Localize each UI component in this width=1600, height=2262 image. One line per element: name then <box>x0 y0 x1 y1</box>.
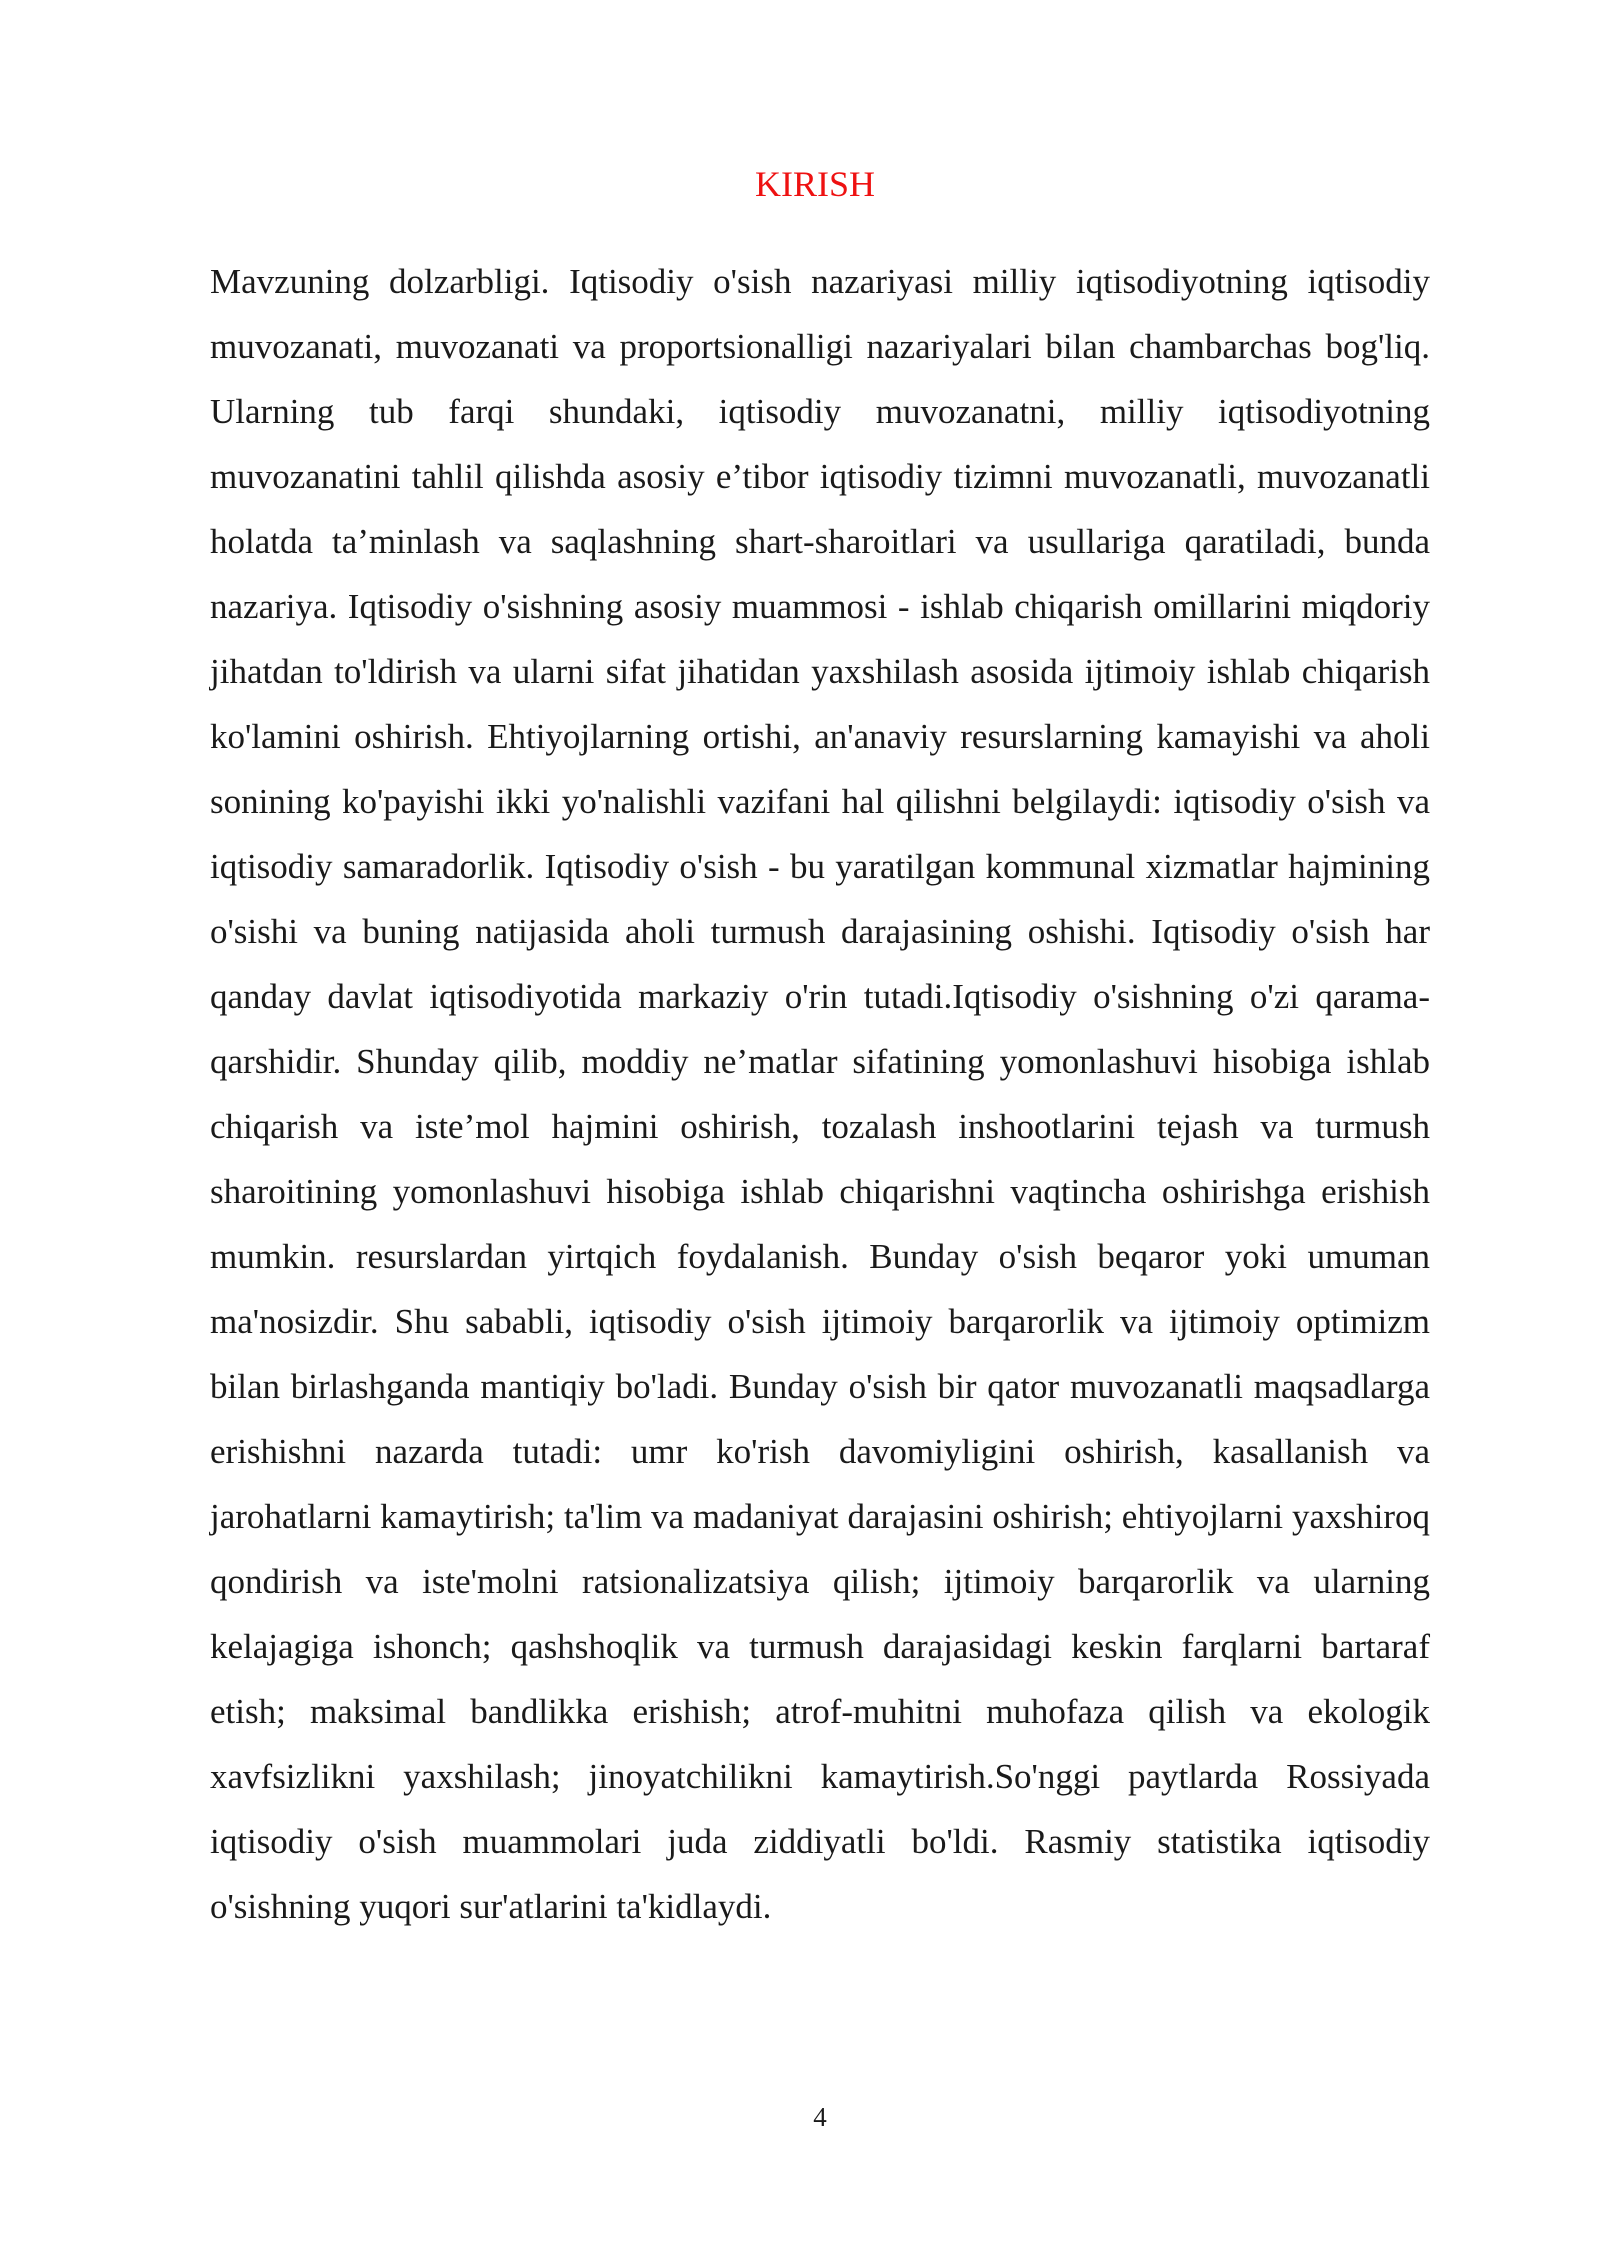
section-heading: KIRISH <box>754 164 875 204</box>
page-number: 4 <box>813 2102 827 2132</box>
body-paragraph: Mavzuning dolzarbligi. Iqtisodiy o'sish nazariyasi milliy iqtisodiyotning iqtisodiy muvozanati, muvozanati va proportsionalligi nazariyalari bilan chambarchas bog'liq. Ularning tub farqi shundaki, iqtisodiy muvozanatni, milliy iqtisodiyotning muvozanatini tahlil qilishda asosiy e’tibor iqtisodiy tizimni muvozanatli, muvozanatli holatda ta’minlash va saqlashning shart-sharoitlari va usullariga qaratiladi, bunda nazariya. Iqtisodiy o'sishning asosiy muammosi - ishlab chiqarish omillarini miqdoriy jihatdan to'ldirish va ularni sifat jihatidan yaxshilash asosida ijtimoiy ishlab chiqarish ko'lamini oshirish. Ehtiyojlarning ortishi, an'anaviy resurslarning kamayishi va aholi sonining ko'payishi ikki yo'nalishli vazifani hal qilishni belgilaydi: iqtisodiy o'sish va iqtisodiy samaradorlik. Iqtisodiy o'sish - bu yaratilgan kommunal xizmatlar hajmining o'sishi va buning natijasida aholi turmush darajasining oshishi. Iqtisodiy o'sish har qanday davlat iqtisodiyotida markaziy o'rin tutadi.Iqtisodiy o'sishning o'zi qarama-qarshidir. Shunday qilib, moddiy ne’matlar sifatining yomonlashuvi hisobiga ishlab chiqarish va iste’mol hajmini oshirish, tozalash inshootlarini tejash va turmush sharoitining yomonlashuvi hisobiga ishlab chiqarishni vaqtincha oshirishga erishish mumkin. resurslardan yirtqich foydalanish. Bunday o'sish beqaror yoki umuman ma'nosizdir. Shu sababli, iqtisodiy o'sish ijtimoiy barqarorlik va ijtimoiy optimizm bilan birlashganda mantiqiy bo'ladi. Bunday o'sish bir qator muvozanatli maqsadlarga erishishni nazarda tutadi: umr ko'rish davomiyligini oshirish, kasallanish va jarohatlarni kamaytirish; ta'lim va madaniyat darajasini oshirish; ehtiyojlarni yaxshiroq qondirish va iste'molni ratsionalizatsiya qilish; ijtimoiy barqarorlik va ularning kelajagiga ishonch; qashshoqlik va turmush darajasidagi keskin farqlarni bartaraf etish; maksimal bandlikka erishish; atrof-muhitni muhofaza qilish va ekologik xavfsizlikni yaxshilash; jinoyatchilikni kamaytirish.So'nggi paytlarda Rossiyada iqtisodiy o'sish muammolari juda ziddiyatli bo'ldi. Rasmiy statistika iqtisodiy o'sishning yuqori sur'atlarini ta'kidlaydi. <box>210 262 1430 1926</box>
